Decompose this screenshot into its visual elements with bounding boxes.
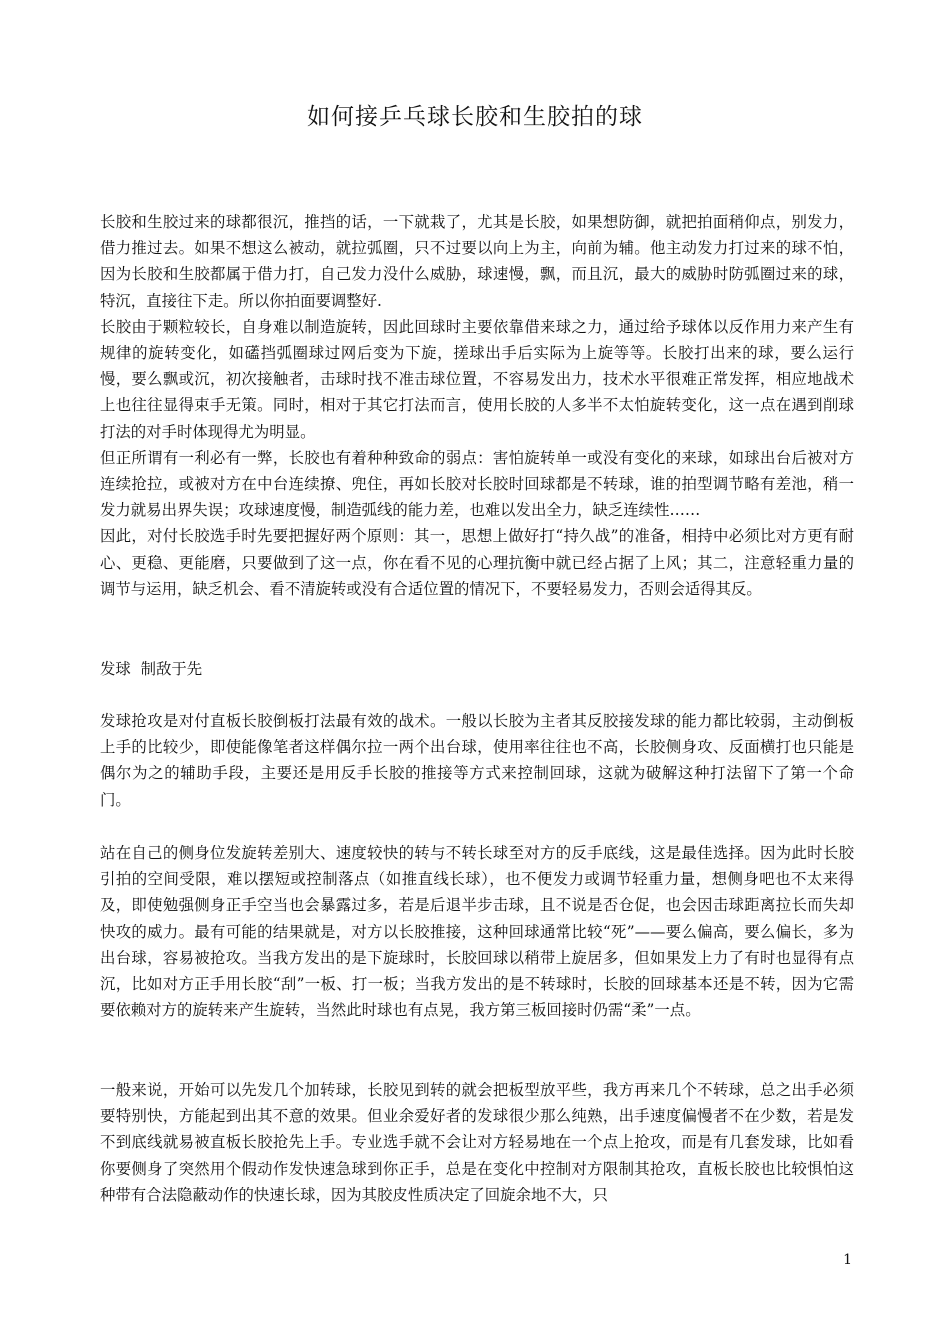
- intro-section: [100, 209, 854, 602]
- paragraph-1: 长胶和生胶过来的球都很沉，推挡的话，一下就栽了，尤其是长胶，如果想防御，就把拍面稍仰点，别发力，借力推过去。如果不想这么被动，就拉弧圈，只不过要以向上为主，向前为辅。他主动发力打过来的球不怕，因为长胶和生胶都属于借力打，自己发力没什么威胁，球速慢，飘，而且沉，最大的威胁时防弧圈过来的球，特沉，直接往下走。所以你拍面要调整好.: [100, 213, 854, 310]
- paragraph-5: 发球抢攻是对付直板长胶倒板打法最有效的战术。一般以长胶为主者其反胶接发球的能力都比较弱，主动倒板上手的比较少，即使能像笔者这样偶尔拉一两个出台球，使用率往往也不高，长胶侧身攻、反面横打也只能是偶尔为之的辅助手段，主要还是用反手长胶的推接等方式来控制回球，这就为破解这种打法留下了第一个命门。: [100, 712, 854, 809]
- paragraph-6: 站在自己的侧身位发旋转差别大、速度较快的转与不转长球至对方的反手底线，这是最佳选择。因为此时长胶引拍的空间受限，难以摆短或控制落点（如推直线长球），也不便发力或调节轻重力量，想侧身吧也不太来得及，即使勉强侧身正手空当也会暴露过多，若是后退半步击球，且不说是否仓促，也会因击球距离拉长而失却快攻的威力。最有可能的结果就是，对方以长胶推接，这种回球通常比较“死”——要么偏高，要么偏长，多为出台球，容易被抢攻。当我方发出的是下旋球时，长胶回球以稍带上旋居多，但如果发上力了有时也显得有点沉，比如对方正手用长胶“刮”一板、打一板；当我方发出的是不转球时，长胶的回球基本还是不转，因为它需要依赖对方的旋转来产生旋转，当然此时球也有点晃，我方第三板回接时仍需“柔”一点。: [100, 844, 854, 1020]
- paragraph-7: 一般来说，开始可以先发几个加转球，长胶见到转的就会把板型放平些，我方再来几个不转球，总之出手必须要特别快，方能起到出其不意的效果。但业余爱好者的发球很少那么纯熟，出手速度偏慢者不在少数，若是发不到底线就易被直板长胶抢先上手。专业选手就不会让对方轻易地在一个点上抢攻，而是有几套发球，比如看你要侧身了突然用个假动作发快速急球到你正手，总是在变化中控制对方限制其抢攻，直板长胶也比较惧怕这种带有合法隐蔽动作的快速长球，因为其胶皮性质决定了回旋余地不大，只: [100, 1081, 854, 1204]
- document-title: 如何接乒乓球长胶和生胶拍的球: [307, 104, 643, 130]
- page-number: 1: [843, 1252, 852, 1268]
- serve-section-p2: [100, 840, 854, 1023]
- paragraph-3: 但正所谓有一利必有一弊，长胶也有着种种致命的弱点：害怕旋转单一或没有变化的来球，如球出台后被对方连续抢拉，或被对方在中台连续撩、兜住，再如长胶对长胶时回球都是不转球，谁的拍型调节略有差池，稍一发力就易出界失误；攻球速度慢，制造弧线的能力差，也难以发出全力，缺乏连续性……: [100, 448, 854, 520]
- paragraph-4: 因此，对付长胶选手时先要把握好两个原则：其一，思想上做好打“持久战”的准备，相持中必须比对方更有耐心、更稳、更能磨，只要做到了这一点，你在看不见的心理抗衡中就已经占据了上风；其二，注意轻重力量的调节与运用，缺乏机会、看不清旋转或没有合适位置的情况下，不要轻易发力，否则会适得其反。: [100, 527, 854, 598]
- section-heading: 发球 制敌于先: [100, 660, 203, 678]
- section-heading-serve: [100, 656, 854, 682]
- serve-section-p3: [100, 1077, 854, 1208]
- paragraph-2: 长胶由于颗粒较长，自身难以制造旋转，因此回球时主要依靠借来球之力，通过给予球体以反作用力来产生有规律的旋转变化，如礚挡弧圈球过网后变为下旋，搓球出手后实际为上旋等等。长胶打出来的球，要么运行慢，要么飘或沉，初次接触者，击球时找不准击球位置，不容易发出力，技术水平很难正常发挥，相应地战术上也往往显得束手无策。同时，相对于其它打法而言，使用长胶的人多半不太怕旋转变化，这一点在遇到削球打法的对手时体现得尤为明显。: [100, 317, 854, 441]
- serve-section-p1: [100, 708, 854, 813]
